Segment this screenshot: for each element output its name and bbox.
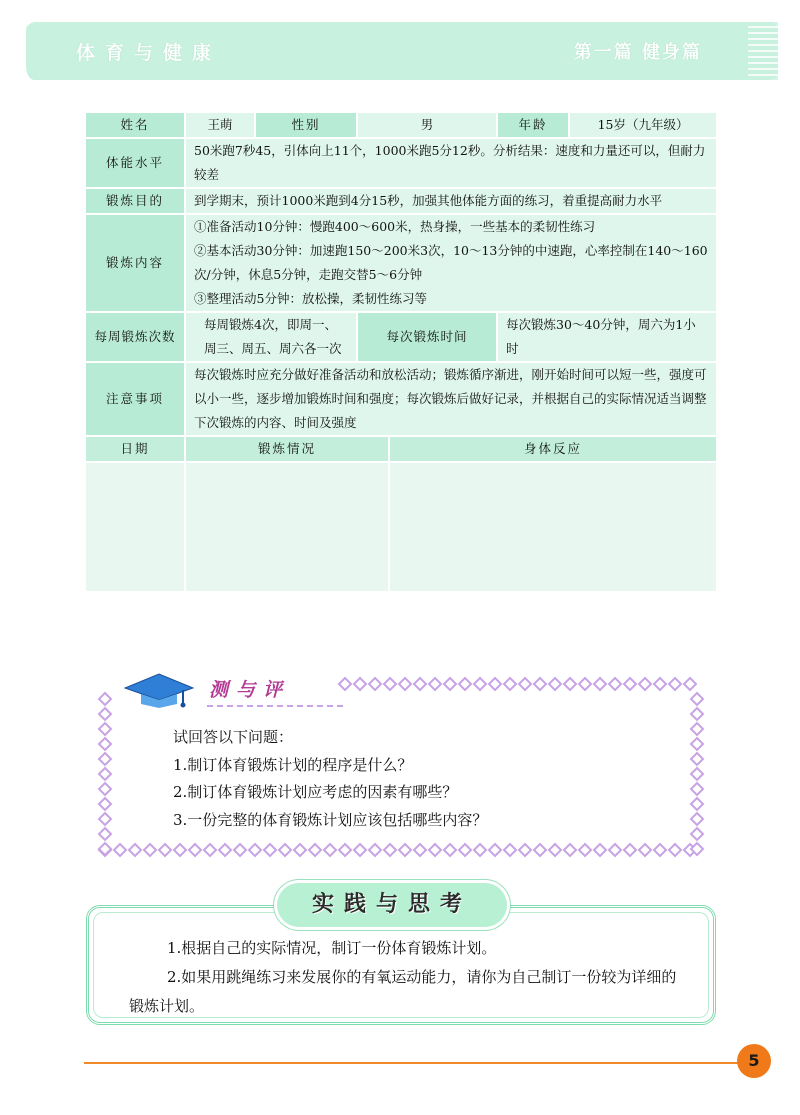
diamond-ornament	[654, 844, 666, 856]
content-line-cooldown: ③整理活动5分钟：放松操，柔韧性练习等	[194, 291, 427, 306]
eval-question: 1.制订体育锻炼计划的程序是什么？	[173, 755, 413, 774]
log-header-reaction: 身体反应	[389, 436, 717, 462]
diamond-ornament	[624, 678, 636, 690]
diamond-ornament	[99, 693, 111, 705]
diamond-ornament	[564, 844, 576, 856]
notes-value: 每次锻炼时应充分做好准备活动和放松活动；锻炼循序渐进，刚开始时间可以短一些，强度可以小一些，逐步增加锻炼时间和强度；每次锻炼后做好记录，并根据自己的实际情况适当调整下次锻炼的内容、时间及强度	[185, 362, 717, 436]
fitness-value: 50米跑7秒45，引体向上11个，1000米跑5分12秒。分析结果：速度和力量还可以，但耐力较差	[185, 138, 717, 188]
diamond-ornament	[654, 678, 666, 690]
weekly-label: 每周锻炼次数	[85, 312, 185, 362]
weekly-value: 每周锻炼4次，即周一、周三、周五、周六各一次	[185, 312, 357, 362]
gender-value: 男	[357, 112, 497, 138]
exercise-plan-table	[84, 111, 718, 593]
diamond-ornament	[459, 844, 471, 856]
diamond-ornament	[534, 844, 546, 856]
diamond-ornament	[669, 678, 681, 690]
notes-label: 注意事项	[85, 362, 185, 436]
diamond-ornament	[264, 844, 276, 856]
graduation-cap-icon	[121, 670, 201, 710]
page-number: 5	[737, 1044, 771, 1078]
practice-items	[129, 934, 683, 1021]
diamond-ornament	[99, 723, 111, 735]
diamond-ornament	[459, 678, 471, 690]
diamond-ornament	[249, 844, 261, 856]
diamond-ornament	[549, 678, 561, 690]
eval-questions	[173, 724, 487, 834]
table-row	[85, 312, 717, 362]
log-cell-date	[85, 462, 185, 592]
diamond-ornament	[114, 844, 126, 856]
diamond-ornament	[99, 708, 111, 720]
diamond-ornament	[384, 678, 396, 690]
diamond-ornament	[324, 844, 336, 856]
eval-section	[97, 676, 705, 858]
diamond-ornament	[624, 844, 636, 856]
chapter-title: 第一篇 健身篇	[573, 42, 702, 63]
gender-label: 性别	[255, 112, 357, 138]
table-row	[85, 214, 717, 312]
diamond-ornament	[99, 813, 111, 825]
diamond-ornament	[309, 844, 321, 856]
diamond-ornament	[429, 678, 441, 690]
header-brush-edge	[748, 22, 778, 80]
diamond-ornament	[691, 798, 703, 810]
diamond-ornament	[99, 768, 111, 780]
content-line-warmup: ①准备活动10分钟：慢跑400～600米，热身操，一些基本的柔韧性练习	[194, 219, 596, 234]
footer-rule	[84, 1062, 744, 1064]
practice-item: 2.如果用跳绳练习来发展你的有氧运动能力，请你为自己制订一份较为详细的锻炼计划。	[129, 968, 677, 1015]
diamond-ornament	[414, 844, 426, 856]
table-row	[85, 362, 717, 436]
diamond-ornament	[519, 844, 531, 856]
diamond-ornament	[279, 844, 291, 856]
diamond-ornament	[639, 678, 651, 690]
diamond-ornament	[429, 844, 441, 856]
table-row	[85, 462, 717, 592]
eval-question: 3.一份完整的体育锻炼计划应该包括哪些内容？	[173, 810, 488, 829]
log-cell-reaction	[389, 462, 717, 592]
diamond-ornament	[399, 678, 411, 690]
table-row	[85, 138, 717, 188]
diamond-ornament	[219, 844, 231, 856]
diamond-ornament	[564, 678, 576, 690]
diamond-ornament	[669, 844, 681, 856]
diamond-ornament	[174, 844, 186, 856]
table-row	[85, 436, 717, 462]
diamond-ornament	[99, 828, 111, 840]
diamond-ornament	[691, 708, 703, 720]
diamond-ornament	[489, 678, 501, 690]
age-value: 15岁（九年级）	[569, 112, 717, 138]
goal-label: 锻炼目的	[85, 188, 185, 214]
table-row	[85, 188, 717, 214]
eval-title: 测与评	[195, 677, 325, 703]
diamond-ornament	[294, 844, 306, 856]
diamond-ornament	[384, 844, 396, 856]
diamond-ornament	[189, 844, 201, 856]
diamond-ornament	[691, 738, 703, 750]
diamond-ornament	[204, 844, 216, 856]
diamond-ornament	[639, 844, 651, 856]
diamond-ornament	[474, 678, 486, 690]
practice-section	[86, 892, 716, 1025]
eval-intro: 试回答以下问题：	[173, 728, 294, 746]
diamond-ornament	[504, 844, 516, 856]
diamond-ornament	[489, 844, 501, 856]
diamond-ornament	[684, 678, 696, 690]
diamond-ornament	[519, 678, 531, 690]
diamond-ornament	[369, 844, 381, 856]
table-row	[85, 112, 717, 138]
diamond-ornament	[691, 783, 703, 795]
diamond-ornament	[579, 678, 591, 690]
diamond-ornament	[354, 678, 366, 690]
diamond-ornament	[144, 844, 156, 856]
diamond-ornament	[99, 738, 111, 750]
diamond-ornament	[609, 844, 621, 856]
content-label: 锻炼内容	[85, 214, 185, 312]
diamond-ornament	[691, 768, 703, 780]
diamond-ornament	[159, 844, 171, 856]
age-label: 年龄	[497, 112, 569, 138]
diamond-ornament	[129, 844, 141, 856]
diamond-ornament	[234, 844, 246, 856]
diamond-ornament	[99, 753, 111, 765]
content-value	[185, 214, 717, 312]
diamond-ornament	[414, 678, 426, 690]
diamond-ornament	[579, 844, 591, 856]
diamond-ornament	[399, 844, 411, 856]
diamond-ornament	[444, 844, 456, 856]
book-title: 体育与健康	[76, 42, 222, 64]
practice-title: 实践与思考	[277, 883, 507, 927]
diamond-ornament	[691, 693, 703, 705]
log-cell-condition	[185, 462, 389, 592]
name-label: 姓名	[85, 112, 185, 138]
log-header-date: 日期	[85, 436, 185, 462]
content-line-main: ②基本活动30分钟：加速跑150～200米3次，10～13分钟的中速跑，心率控制在140～160次/分钟，休息5分钟，走跑交替5～6分钟	[194, 243, 708, 282]
goal-value: 到学期末，预计1000米跑到4分15秒，加强其他体能方面的练习，着重提高耐力水平	[185, 188, 717, 214]
diamond-ornament	[444, 678, 456, 690]
diamond-ornament	[369, 678, 381, 690]
diamond-ornament	[339, 844, 351, 856]
diamond-ornament	[594, 678, 606, 690]
diamond-ornament	[549, 844, 561, 856]
diamond-ornament	[504, 678, 516, 690]
eval-question: 2.制订体育锻炼计划应考虑的因素有哪些？	[173, 783, 458, 801]
diamond-ornament	[609, 678, 621, 690]
practice-item: 1.根据自己的实际情况，制订一份体育锻炼计划。	[167, 939, 497, 957]
diamond-ornament	[99, 783, 111, 795]
name-value: 王萌	[185, 112, 255, 138]
diamond-ornament	[99, 798, 111, 810]
eval-title-group	[121, 672, 351, 708]
diamond-ornament	[474, 844, 486, 856]
fitness-label: 体能水平	[85, 138, 185, 188]
diamond-ornament	[691, 753, 703, 765]
diamond-ornament	[691, 828, 703, 840]
session-label: 每次锻炼时间	[357, 312, 497, 362]
diamond-ornament	[691, 813, 703, 825]
diamond-ornament	[594, 844, 606, 856]
diamond-ornament	[534, 678, 546, 690]
log-header-condition: 锻炼情况	[185, 436, 389, 462]
session-value: 每次锻炼30～40分钟，周六为1小时	[497, 312, 717, 362]
diamond-ornament	[354, 844, 366, 856]
header-banner	[26, 22, 778, 80]
diamond-ornament	[691, 723, 703, 735]
